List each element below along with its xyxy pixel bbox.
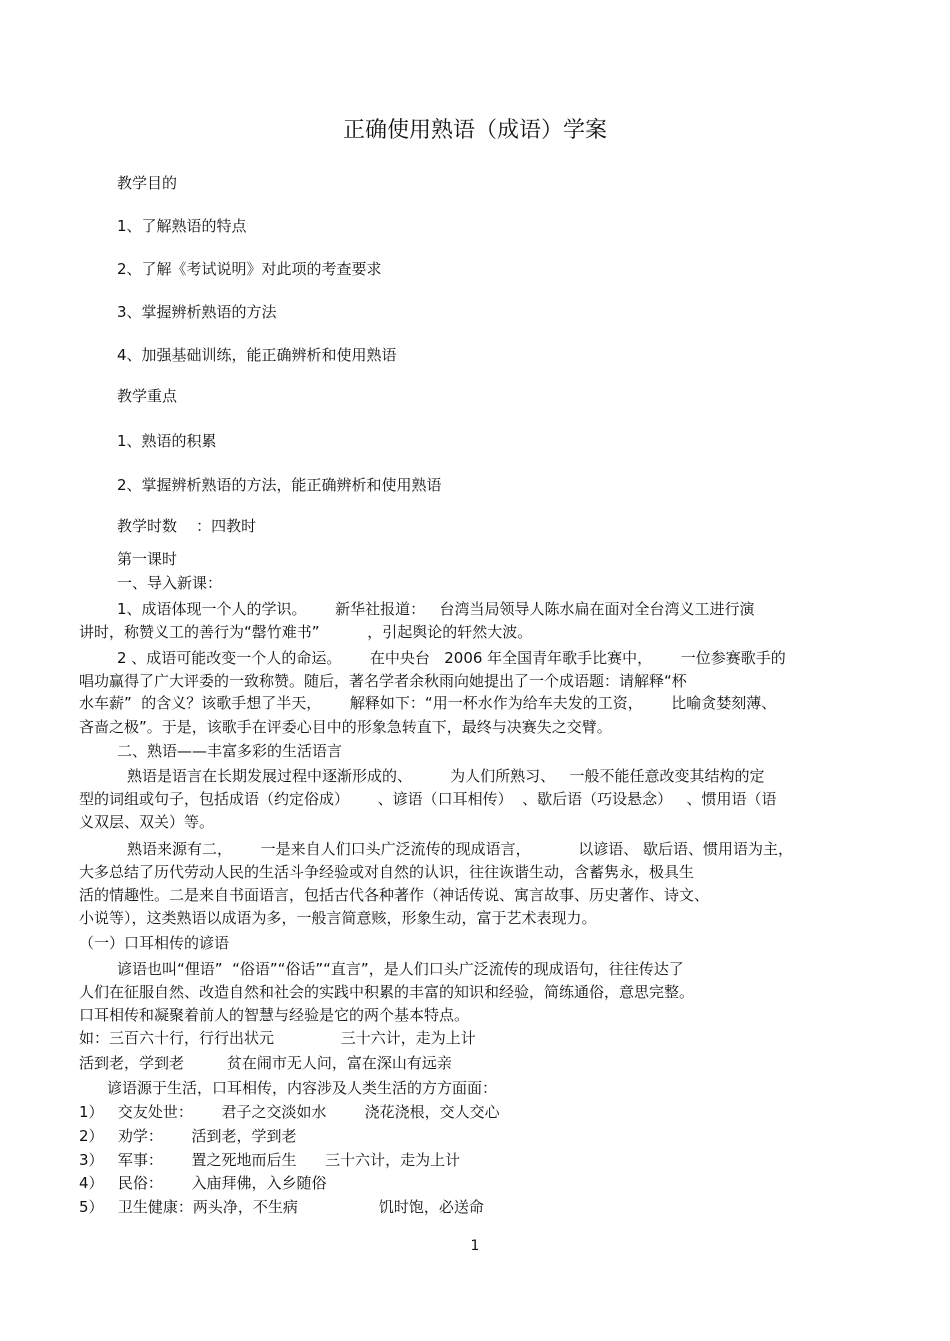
list-item: 4） 民俗： 入庙拜佛，入乡随俗 [79, 1174, 327, 1192]
goal-item: 4、加强基础训练，能正确辨析和使用熟语 [117, 346, 397, 364]
list-item: 2） 劝学： 活到老，学到老 [79, 1127, 297, 1145]
text-line: 熟语是语言在长期发展过程中逐渐形成的、 为人们所熟习、 一般不能任意改变其结构的定 [127, 767, 765, 785]
section-heading: 一、导入新课： [117, 574, 223, 592]
teaching-hours: 教学时数 ：四教时 [117, 517, 257, 535]
text-line: 型的词组或句子，包括成语（约定俗成） 、谚语（口耳相传） 、歇后语（巧设悬念） 、惯用语（语 [79, 790, 777, 808]
text-line: 吝啬之极”。于是，该歌手在评委心目中的形象急转直下，最终与决赛失之交臂。 [79, 718, 612, 736]
text-line: 讲时，称赞义工的善行为“罄竹难书” ，引起舆论的轩然大波。 [79, 623, 533, 641]
text-line: 口耳相传和凝聚着前人的智慧与经验是它的两个基本特点。 [79, 1006, 470, 1024]
text-line: 1、成语体现一个人的学识。 新华社报道： 台湾当局领导人陈水扁在面对全台湾义工进行演 [117, 600, 755, 618]
lesson-heading: 第一课时 [117, 550, 178, 568]
list-item: 1） 交友处世： 君子之交淡如水 浇花浇根，交人交心 [79, 1103, 500, 1121]
text-line: 熟语来源有二， 一是来自人们口头广泛流传的现成语言， 以谚语、 歇后语、惯用语为主， [127, 840, 794, 858]
text-line: 小说等），这类熟语以成语为多，一般言简意赅，形象生动，富于艺术表现力。 [79, 909, 597, 927]
text-line: 大多总结了历代劳动人民的生活斗争经验或对自然的认识，往往诙谐生动，含蓄隽永，极具生 [79, 863, 695, 881]
text-line: 谚语源于生活，口耳相传，内容涉及人类生活的方方面面： [107, 1079, 498, 1097]
text-line: 2 、成语可能改变一个人的命运。 在中央台 2006 年全国青年歌手比赛中， 一位参赛歌手的 [117, 649, 786, 667]
text-line: 唱功赢得了广大评委的一致称赞。随后，著名学者余秋雨向她提出了一个成语题：请解释“杯 [79, 672, 687, 690]
subsection-heading: （一）口耳相传的谚语 [79, 934, 230, 952]
text-line: 水车薪” 的含义？该歌手想了半天， 解释如下：“用一杯水作为给车夫发的工资， 比喻贪婪刻薄、 [79, 694, 777, 712]
goal-item: 2、了解《考试说明》对此项的考查要求 [117, 260, 382, 278]
page-number: 1 [470, 1238, 480, 1254]
text-line: 人们在征服自然、改造自然和社会的实践中积累的丰富的知识和经验，简练通俗，意思完整。 [79, 983, 695, 1001]
list-item: 5） 卫生健康：两头净，不生病 饥时饱，必送命 [79, 1198, 484, 1216]
example-line: 如：三百六十行，行行出状元 三十六计，走为上计 [79, 1029, 476, 1047]
goal-item: 3、掌握辨析熟语的方法 [117, 303, 277, 321]
text-line: 活的情趣性。二是来自书面语言，包括古代各种著作（神话传说、寓言故事、历史著作、诗文、 [79, 886, 710, 904]
list-item: 3） 军事： 置之死地而后生 三十六计，走为上计 [79, 1151, 461, 1169]
goal-item: 1、了解熟语的特点 [117, 217, 247, 235]
focus-heading: 教学重点 [117, 387, 178, 405]
text-line: 义双层、双关）等。 [79, 813, 215, 831]
goals-heading: 教学目的 [117, 174, 178, 192]
focus-item: 1、熟语的积累 [117, 432, 217, 450]
example-line: 活到老，学到老 贫在闹市无人问，富在深山有远亲 [79, 1054, 452, 1072]
focus-item: 2、掌握辨析熟语的方法，能正确辨析和使用熟语 [117, 476, 442, 494]
page-title: 正确使用熟语（成语）学案 [342, 118, 607, 143]
text-line: 谚语也叫“俚语” “俗语”“俗话”“直言”，是人们口头广泛流传的现成语句，往往传达了 [117, 960, 684, 978]
section-heading: 二、熟语——丰富多彩的生活语言 [117, 742, 343, 760]
